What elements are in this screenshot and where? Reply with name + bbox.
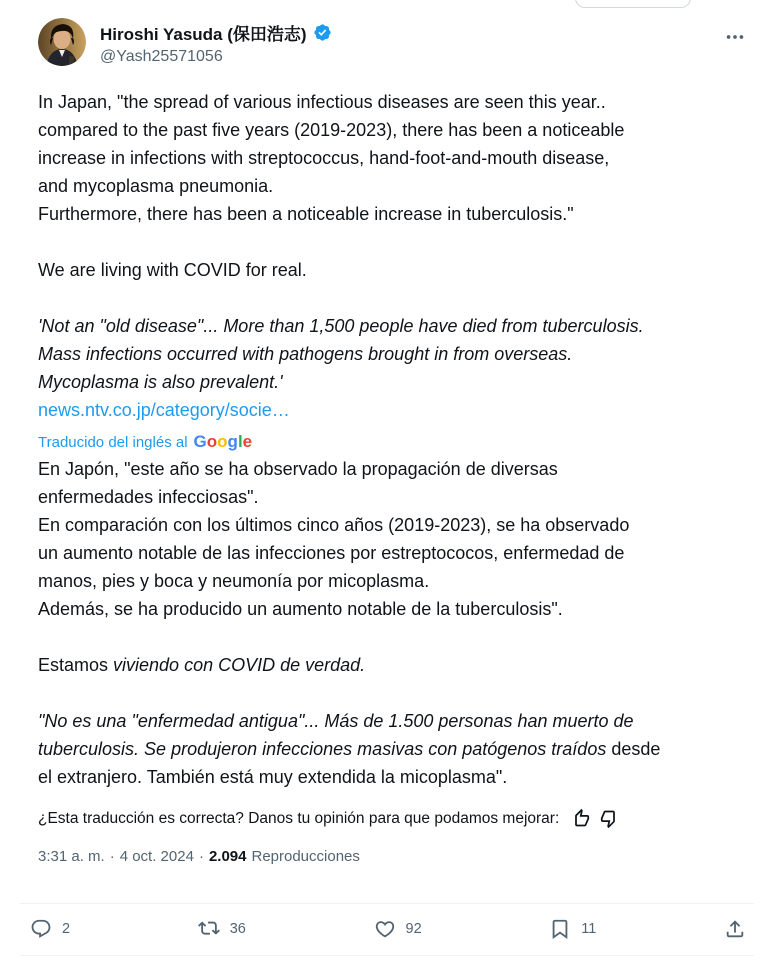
- divider: [20, 955, 754, 956]
- share-icon: [724, 918, 746, 940]
- tweet-text-line: We are living with COVID for real.: [38, 260, 307, 280]
- blank-line: [38, 284, 744, 312]
- tweet-header: [38, 18, 748, 66]
- blank-line: [38, 679, 744, 707]
- date: 4 oct. 2024: [119, 848, 194, 865]
- feedback-question: ¿Esta traducción es correcta? Danos tu opinión para que podamos mejorar:: [38, 809, 560, 827]
- like-count: 92: [405, 921, 422, 937]
- tweet-text-line: Mass infections occurred with pathogens brought in from overseas.: [38, 344, 573, 364]
- tweet-text-spanish: [38, 455, 744, 623]
- blank-line: [38, 623, 744, 651]
- google-logo-letter: o: [217, 432, 228, 451]
- repost-button[interactable]: [198, 918, 246, 940]
- timestamp: 3:31 a. m.: [38, 848, 105, 865]
- tweet-quote-spanish: [38, 707, 744, 791]
- google-logo: [194, 432, 253, 452]
- display-name[interactable]: Hiroshi Yasuda (保田浩志): [100, 25, 307, 44]
- repost-icon: [198, 918, 220, 940]
- tweet-body: [38, 88, 744, 865]
- thumbs-up-button[interactable]: [569, 808, 590, 829]
- translation-feedback-row: [38, 808, 744, 829]
- tweet-text-line: Además, se ha producido un aumento notable de la tuberculosis".: [38, 599, 563, 619]
- google-logo-letter: o: [206, 432, 218, 451]
- repost-count: 36: [229, 921, 246, 937]
- tweet-text-line: "No es una "enfermedad antigua"... Más de 1.500 personas han muerto de: [38, 711, 634, 731]
- cutoff-subscribe-button[interactable]: [575, 0, 691, 8]
- google-logo-letter: G: [193, 432, 207, 451]
- external-link[interactable]: news.ntv.co.jp/category/socie…: [38, 400, 290, 420]
- views-label: Reproducciones: [251, 848, 360, 865]
- tweet-text-line: Mycoplasma is also prevalent.': [38, 372, 283, 392]
- meta-separator: ·: [109, 848, 115, 865]
- tweet-text-line: and mycoplasma pneumonia.: [38, 176, 274, 196]
- blank-line: [38, 228, 744, 256]
- reply-count: 2: [62, 921, 71, 937]
- reply-icon: [30, 918, 52, 940]
- bookmark-button[interactable]: [549, 918, 596, 940]
- text-segment-italic: tuberculosis. Se produjeron infecciones masivas con patógenos traídos: [38, 739, 607, 759]
- tweet-text-line: 'Not an "old disease"... More than 1,500 people have died from tuberculosis.: [38, 316, 644, 336]
- thumbs-up-icon: [569, 808, 590, 829]
- verified-badge-icon: [313, 23, 332, 42]
- bookmark-icon: [549, 918, 571, 940]
- tweet-text-english: [38, 88, 744, 228]
- tweet-text-line: el extranjero. También está muy extendida la micoplasma".: [38, 767, 508, 787]
- google-logo-letter: l: [237, 432, 243, 451]
- meta-separator: ·: [198, 848, 204, 865]
- views-count: 2.094: [208, 848, 247, 865]
- text-segment-italic: viviendo con COVID de verdad.: [113, 655, 366, 675]
- avatar[interactable]: [38, 18, 86, 66]
- tweet-quote-english: [38, 312, 744, 396]
- tweet-text-line: Furthermore, there has been a noticeable increase in tuberculosis.": [38, 204, 574, 224]
- tweet-meta-row: [38, 848, 744, 865]
- translation-attribution: [38, 429, 744, 455]
- google-logo-letter: e: [242, 432, 253, 451]
- thumbs-down-icon: [600, 808, 621, 829]
- share-button[interactable]: [724, 918, 746, 940]
- tweet-text-line: increase in infections with streptococcus, hand-foot-and-mouth disease,: [38, 148, 610, 168]
- thumbs-down-button[interactable]: [600, 808, 621, 829]
- reply-button[interactable]: [30, 918, 70, 940]
- tweet-text-line: [38, 651, 744, 679]
- tweet-text-line: un aumento notable de las infecciones por estreptococos, enfermedad de: [38, 543, 625, 563]
- tweet-text-line: En comparación con los últimos cinco años (2019-2023), se ha observado: [38, 515, 630, 535]
- user-handle[interactable]: @Yash25571056: [100, 48, 223, 65]
- more-horizontal-icon: [724, 26, 746, 48]
- tweet-text-line: In Japan, "the spread of various infectious diseases are seen this year..: [38, 92, 606, 112]
- text-segment: Estamos: [38, 655, 114, 675]
- name-row: [100, 20, 722, 45]
- google-logo-letter: g: [227, 432, 238, 451]
- tweet-text-line: enfermedades infecciosas".: [38, 487, 259, 507]
- text-segment: desde: [606, 739, 661, 759]
- more-options-button[interactable]: [722, 24, 748, 55]
- tweet-text-line: [38, 735, 744, 763]
- like-heart-icon: [374, 918, 396, 940]
- like-button[interactable]: [374, 918, 422, 940]
- avatar-image: [38, 18, 86, 66]
- bookmark-count: 11: [581, 921, 597, 937]
- tweet-text-line: manos, pies y boca y neumonía por micoplasma.: [38, 571, 430, 591]
- translated-from-label: Traducido del inglés al: [38, 433, 188, 451]
- tweet-text-line: En Japón, "este año se ha observado la propagación de diversas: [38, 459, 558, 479]
- identity-block: [100, 18, 722, 66]
- tweet-action-bar: [30, 904, 746, 954]
- tweet-text-line: compared to the past five years (2019-2023), there has been a noticeable: [38, 120, 625, 140]
